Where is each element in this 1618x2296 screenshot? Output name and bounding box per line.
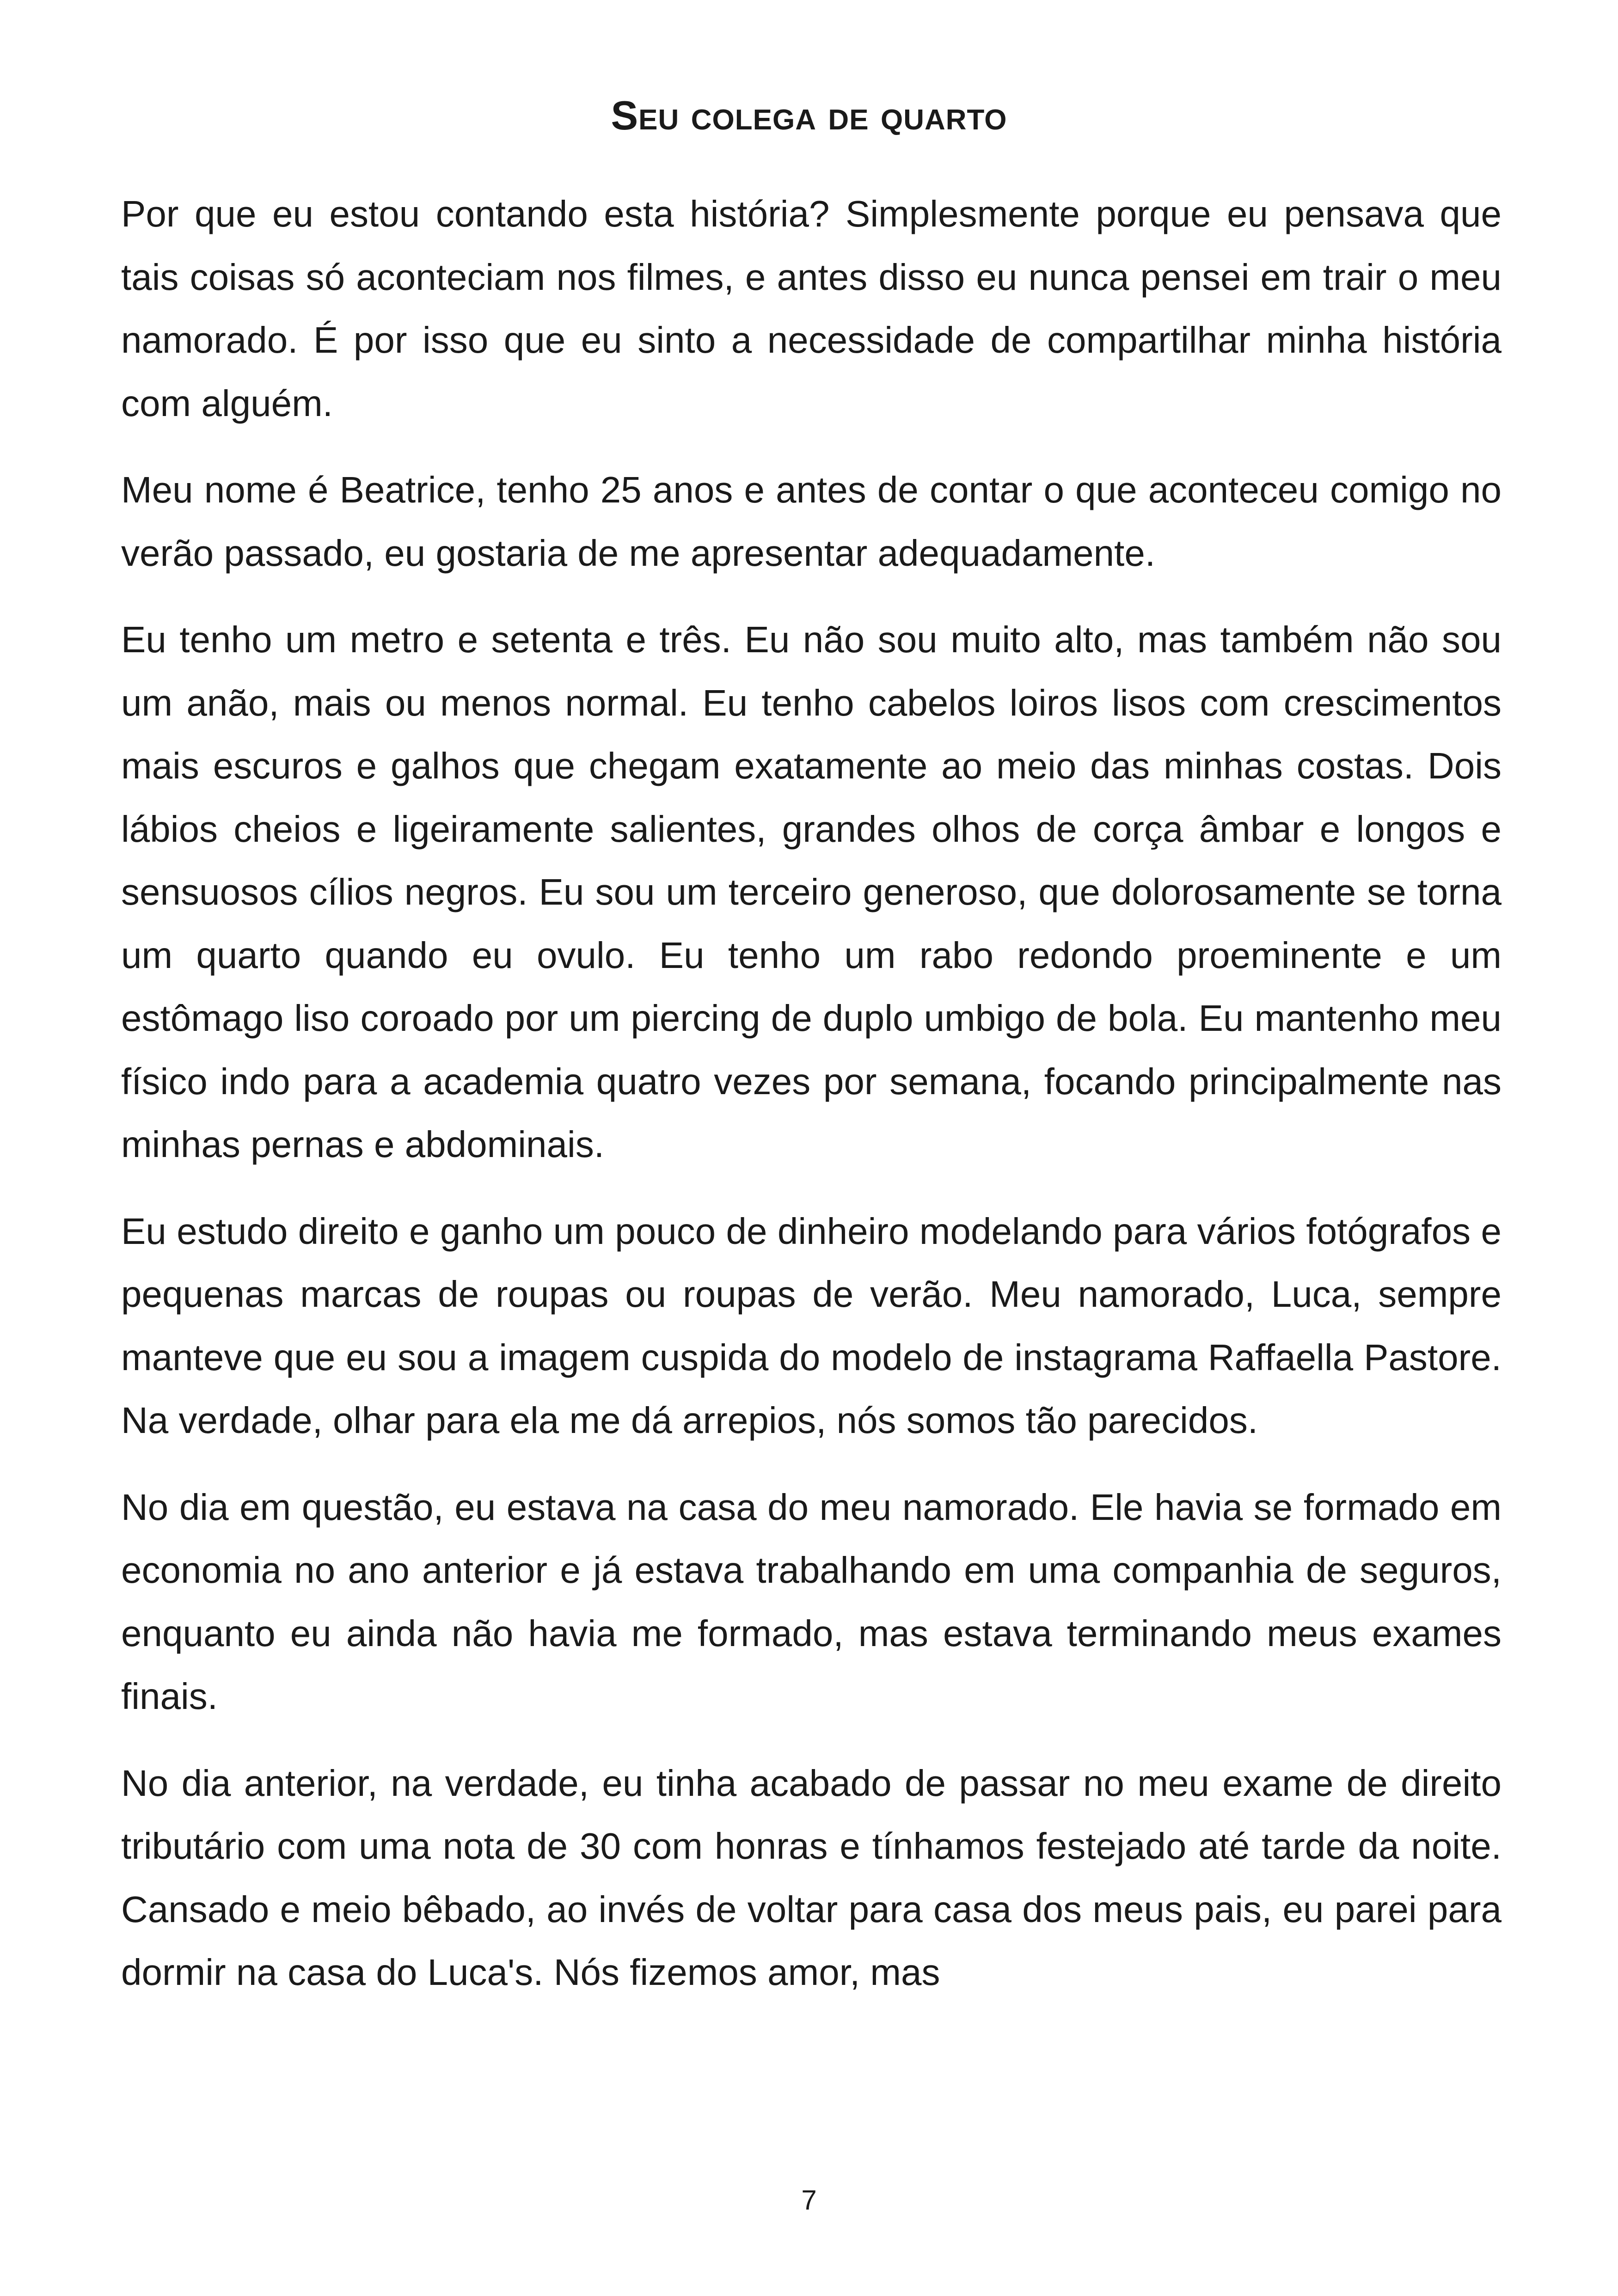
paragraph: Por que eu estou contando esta história? Simplesmente porque eu pensava que tais coisas só aconteciam nos filmes, e antes disso eu nunca pensei em trair o meu namorado. É por isso que eu sinto a necessidade de compartilhar minha história com alguém. [121, 193, 1502, 424]
paragraph: No dia em questão, eu estava na casa do meu namorado. Ele havia se formado em economia no ano anterior e já estava trabalhando em uma companhia de seguros, enquanto eu ainda não havia me formado, mas estava terminando meus exames finais. [121, 1486, 1502, 1717]
paragraph: Eu estudo direito e ganho um pouco de dinheiro modelando para vários fotógrafos e pequenas marcas de roupas ou roupas de verão. Meu namorado, Luca, sempre manteve que eu sou a imagem cuspida do modelo de instagrama Raffaella Pastore. Na verdade, olhar para ela me dá arrepios, nós somos tão parecidos. [121, 1210, 1502, 1441]
body-text [121, 183, 1502, 2028]
page-number: 7 [801, 2185, 817, 2216]
paragraph: No dia anterior, na verdade, eu tinha acabado de passar no meu exame de direito tributário com uma nota de 30 com honras e tínhamos festejado até tarde da noite. Cansado e meio bêbado, ao invés de voltar para casa dos meus pais, eu parei para dormir na casa do Luca's. Nós fizemos amor, mas [121, 1762, 1502, 1993]
chapter-title: Seu colega de quarto [611, 92, 1007, 138]
paragraph: Eu tenho um metro e setenta e três. Eu não sou muito alto, mas também não sou um anão, mais ou menos normal. Eu tenho cabelos loiros lisos com crescimentos mais escuros e galhos que chegam exatamente ao meio das minhas costas. Dois lábios cheios e ligeiramente salientes, grandes olhos de corça âmbar e longos e sensuosos cílios negros. Eu sou um terceiro generoso, que dolorosamente se torna um quarto quando eu ovulo. Eu tenho um rabo redondo proeminente e um estômago liso coroado por um piercing de duplo umbigo de bola. Eu mantenho meu físico indo para a academia quatro vezes por semana, focando principalmente nas minhas pernas e abdominais. [121, 619, 1502, 1165]
paragraph: Meu nome é Beatrice, tenho 25 anos e antes de contar o que aconteceu comigo no verão passado, eu gostaria de me apresentar adequadamente. [121, 469, 1502, 574]
